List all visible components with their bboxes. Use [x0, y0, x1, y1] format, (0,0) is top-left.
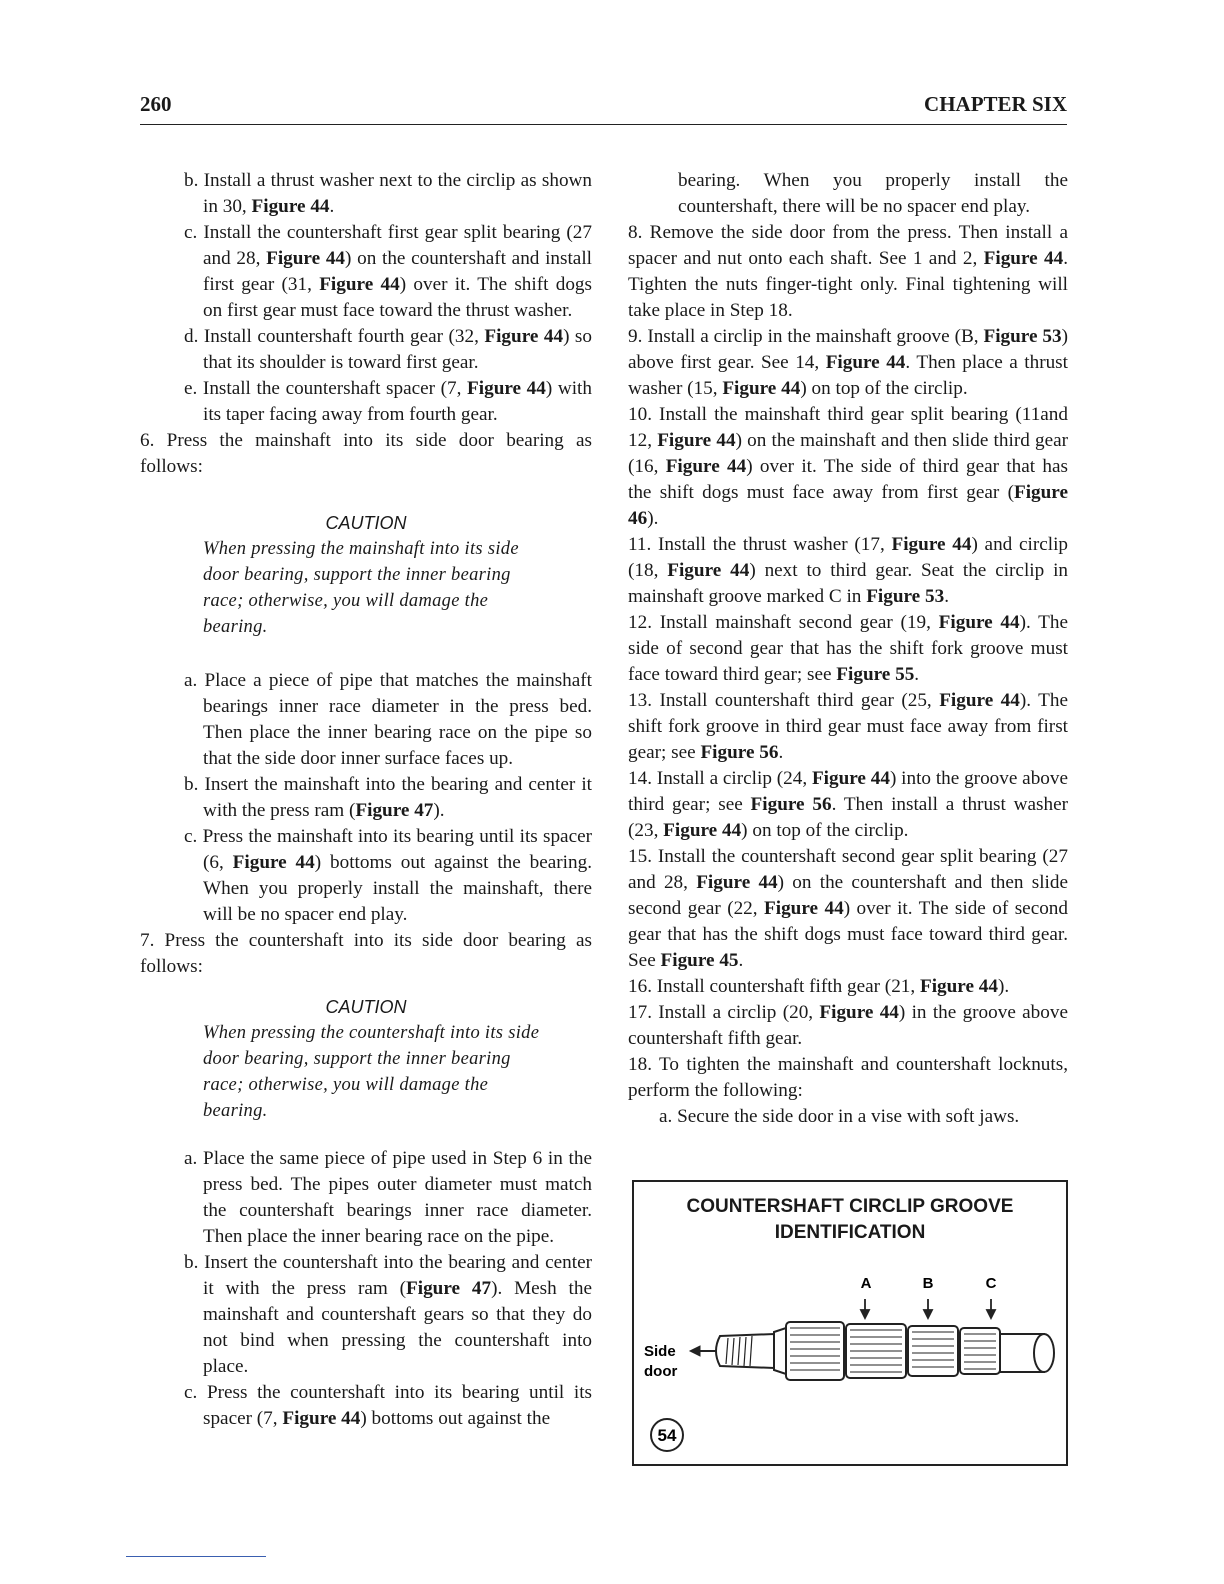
step-7b: b. Insert the countershaft into the bearing and center it with the press ram (Figure 47). Mesh the mainshaft and countershaft gears so that they do not bind when pressing the countershaft into place.	[184, 1252, 592, 1377]
caution-title: CAUTION	[325, 997, 407, 1017]
chapter-title: CHAPTER SIX	[924, 92, 1067, 116]
step-5c: c. Install the countershaft first gear split bearing (27 and 28, Figure 44) on the countershaft and install first gear (31, Figure 44) over it. The shift dogs on first gear must face toward the thrust washer.	[184, 222, 592, 321]
left-column	[140, 168, 592, 1432]
step-5d: d. Install countershaft fourth gear (32, Figure 44) so that its shoulder is toward first gear.	[184, 326, 592, 373]
groove-label-a: A	[860, 1275, 872, 1292]
step-7c: c. Press the countershaft into its bearing until its spacer (7, Figure 44) bottoms out against the	[184, 1382, 592, 1429]
figure-title-line-1: COUNTERSHAFT CIRCLIP GROOVE	[686, 1196, 1014, 1217]
figure-54	[632, 1180, 1068, 1466]
countershaft-illustration	[634, 1182, 1070, 1468]
side-door-arrow	[690, 1346, 718, 1356]
step-16: 16. Install countershaft fifth gear (21, Figure 44).	[628, 976, 1010, 997]
footer-line	[126, 1556, 266, 1557]
side-door-label-2: door	[644, 1363, 678, 1380]
step-11: 11. Install the thrust washer (17, Figure 44) and circlip (18, Figure 44) next to third gear. Seat the circlip in mainshaft groove marked C in Figure 53.	[628, 534, 1069, 607]
step-13: 13. Install countershaft third gear (25, Figure 44). The shift fork groove in third gear must face away from first gear; see Figure 56.	[628, 690, 1068, 763]
figure-number: 54	[657, 1426, 677, 1445]
groove-arrows	[861, 1299, 995, 1318]
step-6c: c. Press the mainshaft into its bearing until its spacer (6, Figure 44) bottoms out against the bearing. When you properly install the mainshaft, there will be no spacer end play.	[184, 826, 593, 925]
step-7: 7. Press the countershaft into its side door bearing as follows:	[140, 930, 592, 977]
step-5b: b. Install a thrust washer next to the circlip as shown in 30, Figure 44.	[184, 170, 592, 217]
step-6a: a. Place a piece of pipe that matches the mainshaft bearings inner race diameter in the press bed. Then place the inner bearing race on the pipe so that the side door inner surface faces up.	[184, 670, 592, 769]
caution-box-1	[140, 510, 592, 640]
figure-title-line-2: IDENTIFICATION	[774, 1222, 926, 1243]
caution-body: When pressing the mainshaft into its side door bearing, support the inner bearing race; otherwise, you will damage the bearing.	[203, 539, 519, 637]
step-6: 6. Press the mainshaft into its side door bearing as follows:	[140, 430, 592, 477]
caution-box-2	[140, 994, 592, 1124]
caution-body: When pressing the countershaft into its side door bearing, support the inner bearing race; otherwise, you will damage the bearing.	[203, 1023, 540, 1121]
step-6b: b. Insert the mainshaft into the bearing and center it with the press ram (Figure 47).	[184, 774, 592, 821]
page-number: 260	[140, 92, 172, 116]
header-rule	[140, 124, 1067, 125]
groove-label-b: B	[922, 1275, 934, 1292]
caution-title: CAUTION	[325, 513, 407, 533]
step-14: 14. Install a circlip (24, Figure 44) into the groove above third gear; see Figure 56. Then install a thrust washer (23, Figure 44) on top of the circlip.	[628, 768, 1068, 841]
step-9: 9. Install a circlip in the mainshaft groove (B, Figure 53) above first gear. See 14, Figure 44. Then place a thrust washer (15, Figure 44) on top of the circlip.	[628, 326, 1068, 399]
step-7a: a. Place the same piece of pipe used in Step 6 in the press bed. The pipes outer diameter must match the countershaft bearings inner race diameter. Then place the inner bearing race on the pipe.	[184, 1148, 592, 1247]
step-10: 10. Install the mainshaft third gear split bearing (11and 12, Figure 44) on the mainshaft and then slide third gear (16, Figure 44) over it. The side of third gear that has the shift dogs must face away from first gear (Figure 46).	[628, 404, 1069, 529]
step-7c-continued: bearing. When you properly install the countershaft, there will be no spacer end play.	[678, 170, 1068, 217]
groove-label-c: C	[985, 1275, 997, 1292]
shaft-drawing	[716, 1322, 1054, 1380]
step-18a: a. Secure the side door in a vise with soft jaws.	[659, 1106, 1020, 1127]
right-column	[628, 168, 1068, 1130]
step-18: 18. To tighten the mainshaft and countershaft locknuts, perform the following:	[628, 1054, 1068, 1101]
step-5e: e. Install the countershaft spacer (7, Figure 44) with its taper facing away from fourth gear.	[184, 378, 592, 425]
side-door-label-1: Side	[644, 1343, 676, 1360]
step-17: 17. Install a circlip (20, Figure 44) in the groove above countershaft fifth gear.	[628, 1002, 1068, 1049]
step-8: 8. Remove the side door from the press. Then install a spacer and nut onto each shaft. See 1 and 2, Figure 44. Tighten the nuts finger-tight only. Final tightening will take place in Step 18.	[628, 222, 1068, 321]
step-12: 12. Install mainshaft second gear (19, Figure 44). The side of second gear that has the shift fork groove must face toward third gear; see Figure 55.	[628, 612, 1068, 685]
step-15: 15. Install the countershaft second gear split bearing (27 and 28, Figure 44) on the countershaft and then slide second gear (22, Figure 44) over it. The side of second gear that has the shift dogs must face toward third gear. See Figure 45.	[628, 846, 1068, 971]
